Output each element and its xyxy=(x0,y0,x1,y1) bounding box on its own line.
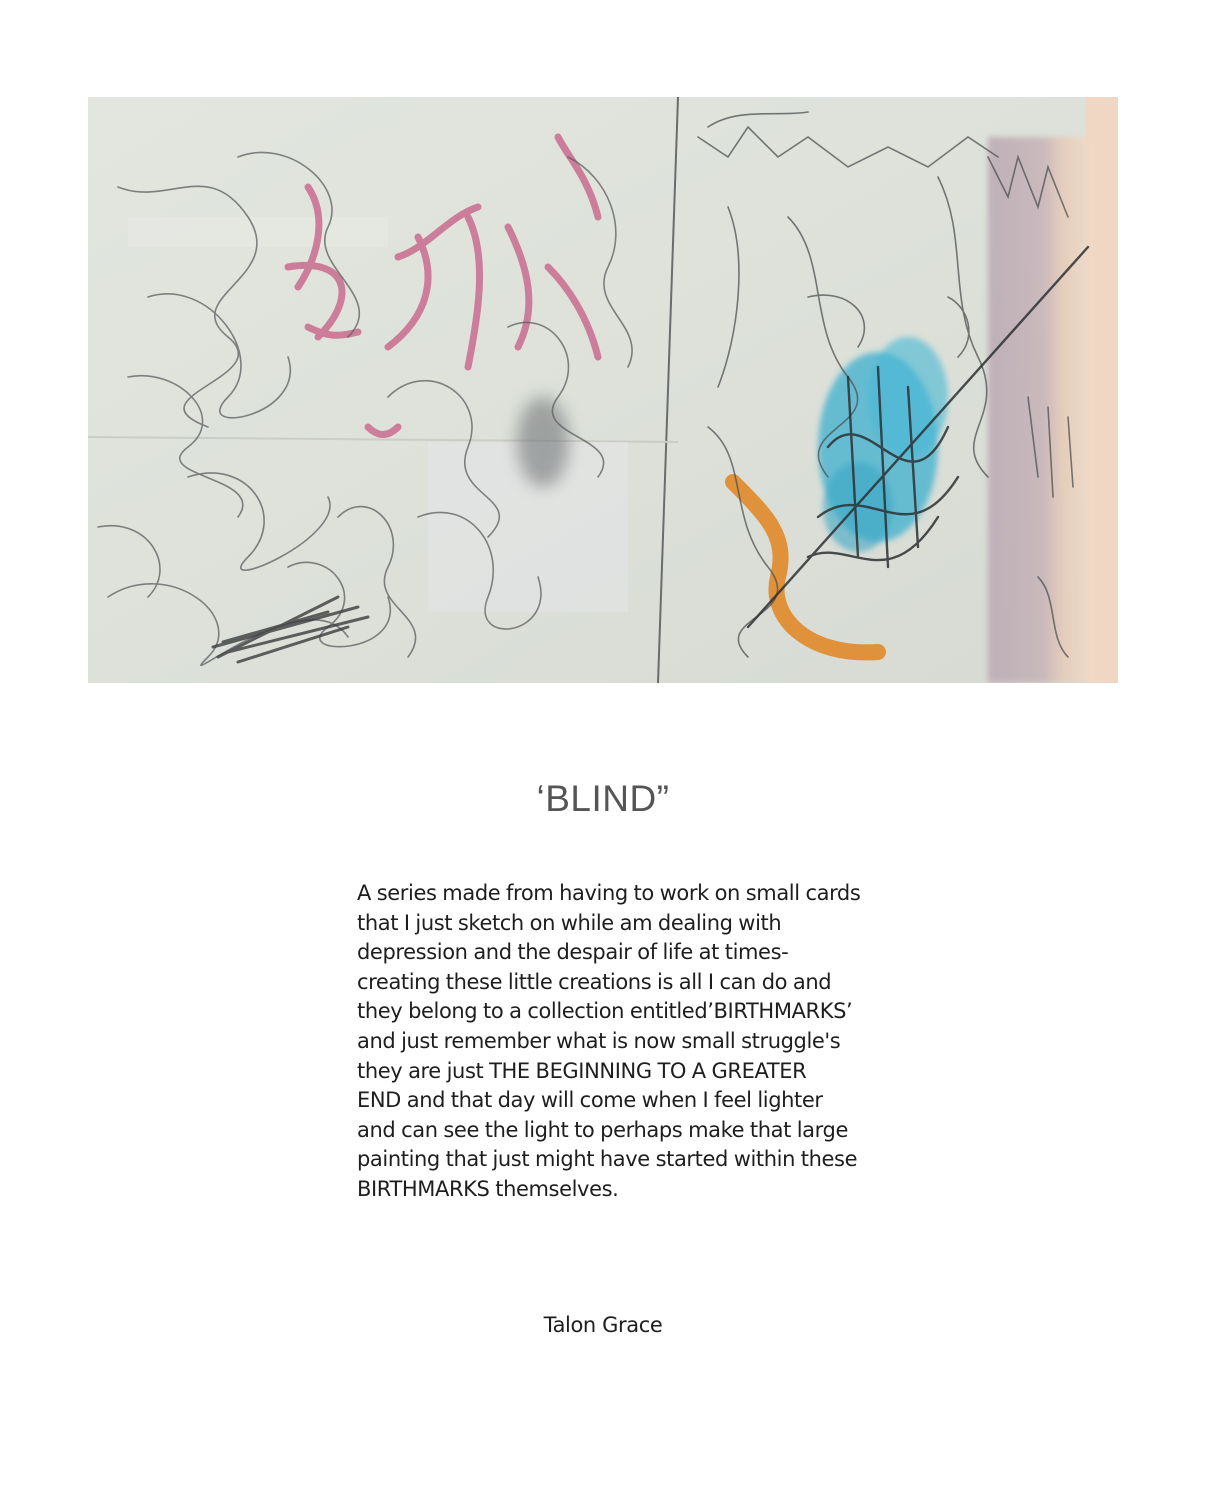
description-line: END and that day will come when I feel lighter xyxy=(357,1088,823,1113)
artwork-title: ‘BLIND” xyxy=(536,778,670,819)
description-line: and just remember what is now small struggle's xyxy=(357,1028,841,1053)
description-line: and can see the light to perhaps make that large xyxy=(357,1117,848,1142)
artwork-image xyxy=(88,97,1118,683)
description-line: they belong to a collection entitled’BIRTHMARKS’ xyxy=(357,999,853,1024)
description-line: they are just THE BEGINNING TO A GREATER xyxy=(357,1058,807,1083)
description-line: depression and the despair of life at times- xyxy=(357,940,789,965)
description-line: creating these little creations is all I can do and xyxy=(357,969,832,994)
description-line: that I just sketch on while am dealing with xyxy=(357,910,782,935)
description-line: BIRTHMARKS themselves. xyxy=(357,1176,619,1201)
sketch-artwork-icon xyxy=(88,97,1118,683)
artwork-description xyxy=(357,879,861,1205)
description-line: A series made from having to work on small cards xyxy=(357,881,861,905)
author-name: Talon Grace xyxy=(543,1313,663,1337)
description-line: painting that just might have started within these xyxy=(357,1147,858,1172)
